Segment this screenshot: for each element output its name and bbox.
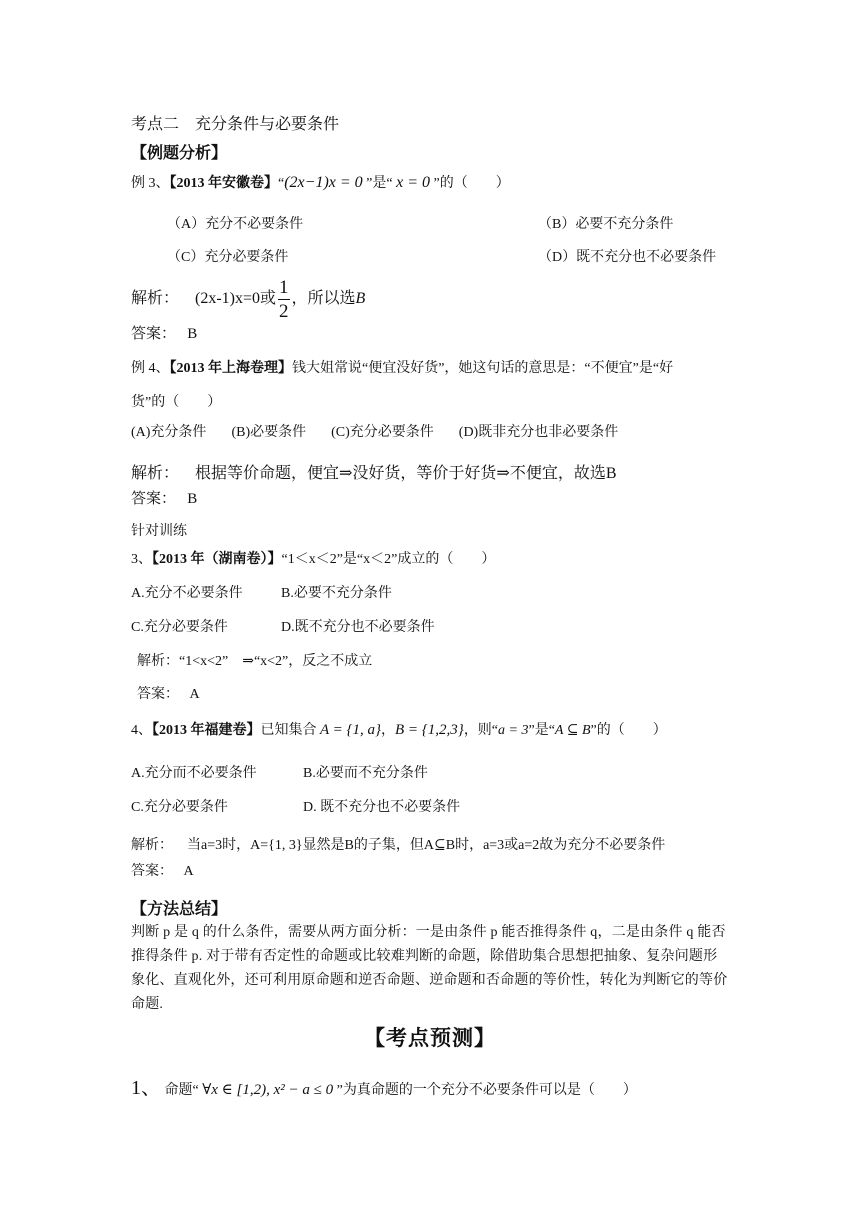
example-4-answer-value: B (187, 491, 198, 507)
forecast-1-text-2: ”为真命题的一个充分不必要条件可以是（ ） (333, 1083, 637, 1098)
question-4-answer-value: A (183, 864, 194, 879)
forecast-1-prefix: 1、 (131, 1077, 161, 1099)
example-4-analysis (131, 460, 617, 483)
example-4-analysis-text: 根据等价命题，便宜⇒没好货，等价于好货⇒不便宜，故选B (195, 465, 617, 482)
example-4-question-line2: 货”的（ ） (131, 395, 222, 410)
example-3-option-a: （A）充分不必要条件 (167, 217, 304, 232)
example-4-source: 【2013 年上海卷理】 (169, 361, 292, 376)
example-4-answer (131, 487, 197, 508)
example-analysis-heading: 【例题分析】 (131, 145, 228, 162)
question-3-option-a: A.充分不必要条件 (131, 586, 243, 601)
forecast-heading: 【考点预测】 (364, 1026, 496, 1050)
example-3-source: 【2013 年安徽卷】 (169, 176, 278, 191)
question-3-answer (137, 683, 200, 703)
example-3-analysis-choice: B (355, 290, 366, 308)
section-title: 考点二 充分条件与必要条件 (131, 116, 340, 133)
answer-label: 答案： (131, 491, 177, 507)
example-4-question-line1 (131, 357, 673, 377)
example-4-options (131, 421, 618, 441)
question-4-text-2: ，则“ (463, 723, 499, 738)
question-3-option-c: C.充分必要条件 (131, 620, 228, 635)
question-4-source: 【2013 年福建卷】 (152, 723, 261, 738)
example-3-question (131, 172, 510, 192)
question-3-option-b: B.必要不充分条件 (281, 586, 392, 601)
forecast-1-expr: ∀x ∈ [1,2), x² − a ≤ 0 (202, 1082, 334, 1098)
training-heading: 针对训练 (131, 524, 187, 539)
analysis-label: 解析： (131, 465, 180, 482)
example-4-option-b: (B)必要条件 (231, 425, 307, 440)
question-4-option-a: A.充分而不必要条件 (131, 766, 257, 781)
question-4-analysis (131, 834, 665, 854)
question-4-answer (131, 860, 194, 880)
example-3-analysis-text: (2x-1)x=0或 (195, 290, 277, 308)
set-a-expr: A = {1, a} (320, 722, 382, 738)
example-3-option-d: （D）既不充分也不必要条件 (538, 250, 717, 265)
question-3-text: “1＜x＜2”是“x＜2”成立的（ ） (281, 552, 496, 567)
example-3-analysis-tail: ，所以选 (291, 290, 356, 308)
example-4-text-line1: 钱大姐常说“便宜没好货”，她这句话的意思是：“不便宜”是“好 (292, 361, 674, 376)
example-3-answer (131, 322, 197, 343)
question-4-text-4: ”的（ ） (590, 723, 667, 738)
question-4 (131, 719, 667, 739)
analysis-label: 解析： (131, 838, 173, 853)
example-4-prefix: 例 4、 (131, 361, 170, 376)
answer-label: 答案： (131, 326, 177, 342)
question-3-source: 【2013 年（湖南卷）】 (152, 552, 282, 567)
quote-open: “ (278, 176, 285, 191)
example-3-option-c: （C）充分必要条件 (167, 250, 289, 265)
quote-end: ”的（ ） (430, 176, 510, 191)
example-4-option-a: (A)充分条件 (131, 425, 207, 440)
question-3 (131, 548, 495, 568)
question-4-analysis-text: 当a=3时，A={1, 3}显然是B的子集，但A⊆B时，a=3或a=2故为充分不必要条件 (187, 838, 666, 853)
question-3-analysis: 解析：“1<x<2” ⇒“x<2”，反之不成立 (137, 654, 373, 669)
fraction-one-half (278, 278, 290, 321)
fraction-denominator: 2 (279, 301, 289, 322)
example-3-expr1: (2x−1)x = 0 (284, 174, 363, 191)
question-3-option-d: D.既不充分也不必要条件 (281, 620, 435, 635)
question-4-option-d: D. 既不充分也不必要条件 (303, 800, 461, 815)
method-summary-text: 判断 p 是 q 的什么条件，需要从两方面分析：一是由条件 p 能否推得条件 q，二是由条件 q 能否推得条件 p. 对于带有否定性的命题或比较难判断的命题，除借助集合思想把抽象、复杂问题形象化、直观化外，还可利用原命题和逆否命题、逆命题和否命题的等价性，转化为判断它的等价命题. (131, 925, 728, 1012)
answer-label: 答案： (131, 864, 173, 879)
set-b-expr: B = {1,2,3} (395, 722, 464, 738)
analysis-label: 解析： (131, 290, 180, 308)
question-4-text-1: 已知集合 (260, 723, 320, 738)
question-4-prefix: 4、 (131, 723, 152, 738)
example-3-option-b: （B）必要不充分条件 (538, 217, 674, 232)
example-4-option-d: (D)既非充分也非必要条件 (458, 425, 619, 440)
forecast-question-1 (131, 1071, 637, 1100)
question-3-answer-value: A (189, 687, 200, 702)
example-3-analysis (131, 278, 365, 321)
question-4-option-c: C.充分必要条件 (131, 800, 228, 815)
example-3-prefix: 例 3、 (131, 176, 170, 191)
question-4-text-3: ”是“ (528, 723, 555, 738)
example-3-expr2: x = 0 (396, 174, 431, 191)
quote-mid: ”是“ (362, 176, 397, 191)
fraction-numerator: 1 (279, 277, 289, 298)
question-3-prefix: 3、 (131, 552, 152, 567)
example-3-answer-value: B (187, 326, 198, 342)
method-summary-heading: 【方法总结】 (131, 901, 228, 918)
answer-label: 答案： (137, 687, 179, 702)
forecast-1-text-1: 命题“ (164, 1083, 203, 1098)
question-4-option-b: B.必要而不充分条件 (303, 766, 428, 781)
separator: ， (381, 723, 396, 738)
subset-expr: A ⊆ B (554, 723, 591, 738)
condition-expr: a = 3 (498, 723, 529, 738)
example-4-option-c: (C)充分必要条件 (331, 425, 434, 440)
